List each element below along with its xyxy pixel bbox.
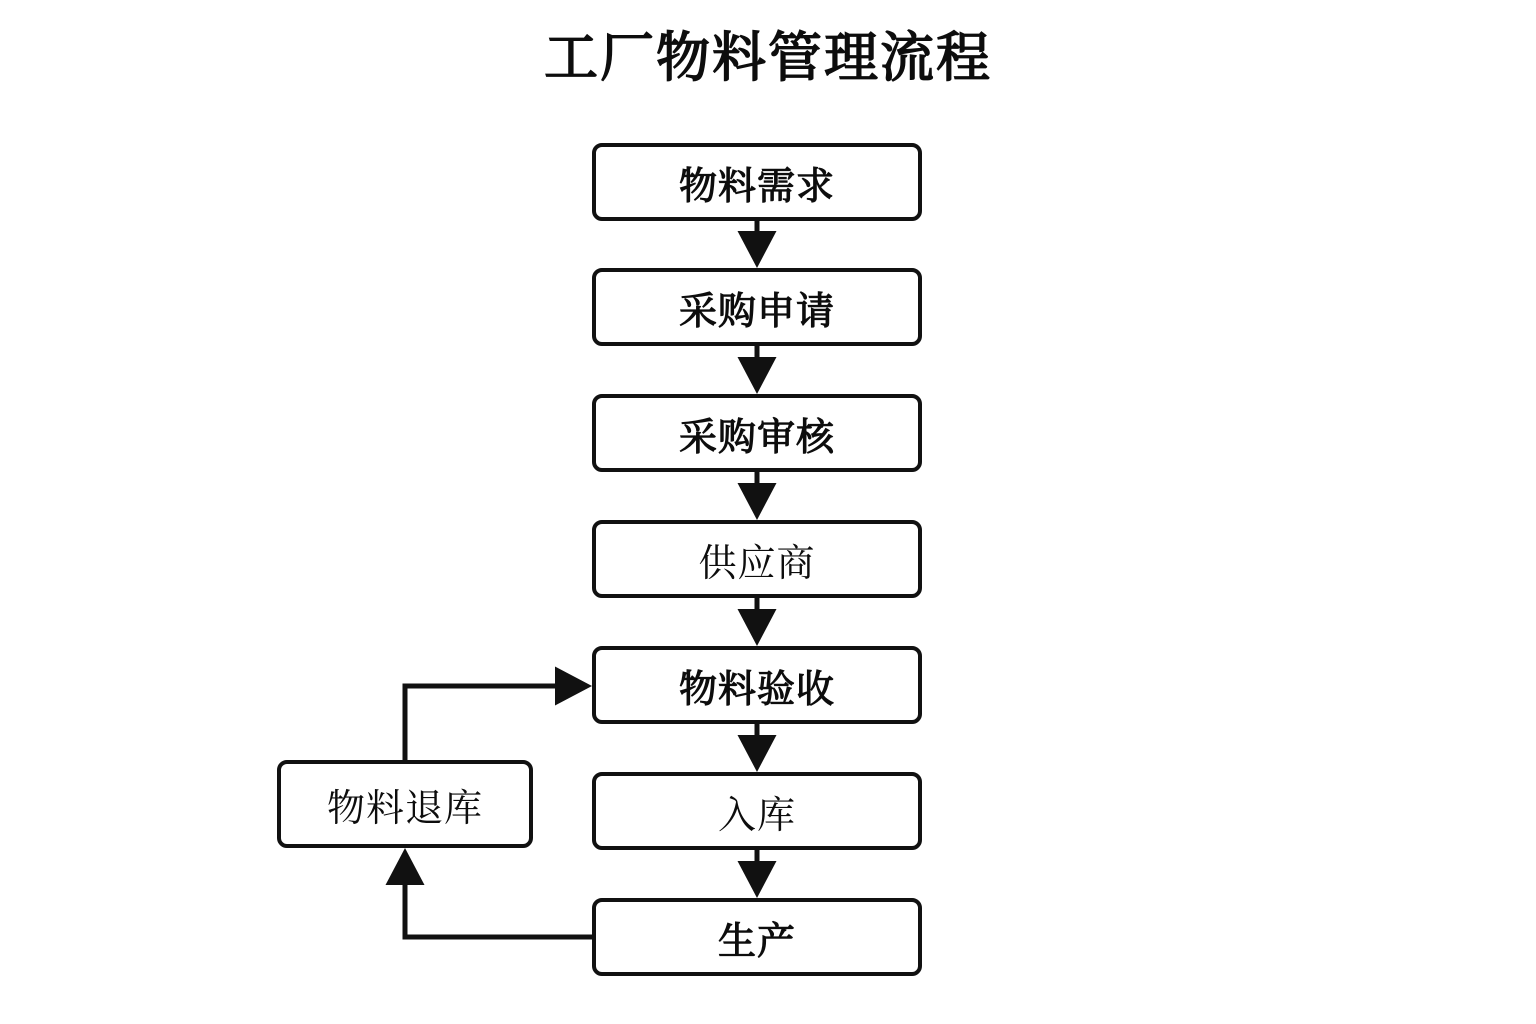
node-label: 物料退库 — [326, 785, 483, 830]
edge-return-inspect — [405, 686, 586, 760]
node-label: 物料需求 — [678, 163, 835, 208]
node-stock-in[interactable] — [592, 772, 922, 850]
node-label: 供应商 — [698, 540, 816, 585]
node-label: 入库 — [717, 792, 796, 837]
node-label: 采购审核 — [678, 414, 835, 459]
node-purchase-review[interactable] — [592, 394, 922, 472]
node-material-inspection[interactable] — [592, 646, 922, 724]
node-label: 物料验收 — [678, 666, 835, 711]
node-label: 生产 — [717, 918, 796, 963]
page-title: 工厂物料管理流程 — [544, 26, 992, 89]
node-production[interactable] — [592, 898, 922, 976]
node-material-return[interactable] — [277, 760, 533, 848]
edge-produce-return — [405, 854, 592, 937]
node-purchase-request[interactable] — [592, 268, 922, 346]
node-supplier[interactable] — [592, 520, 922, 598]
node-label: 采购申请 — [678, 288, 835, 333]
node-material-demand[interactable] — [592, 143, 922, 221]
